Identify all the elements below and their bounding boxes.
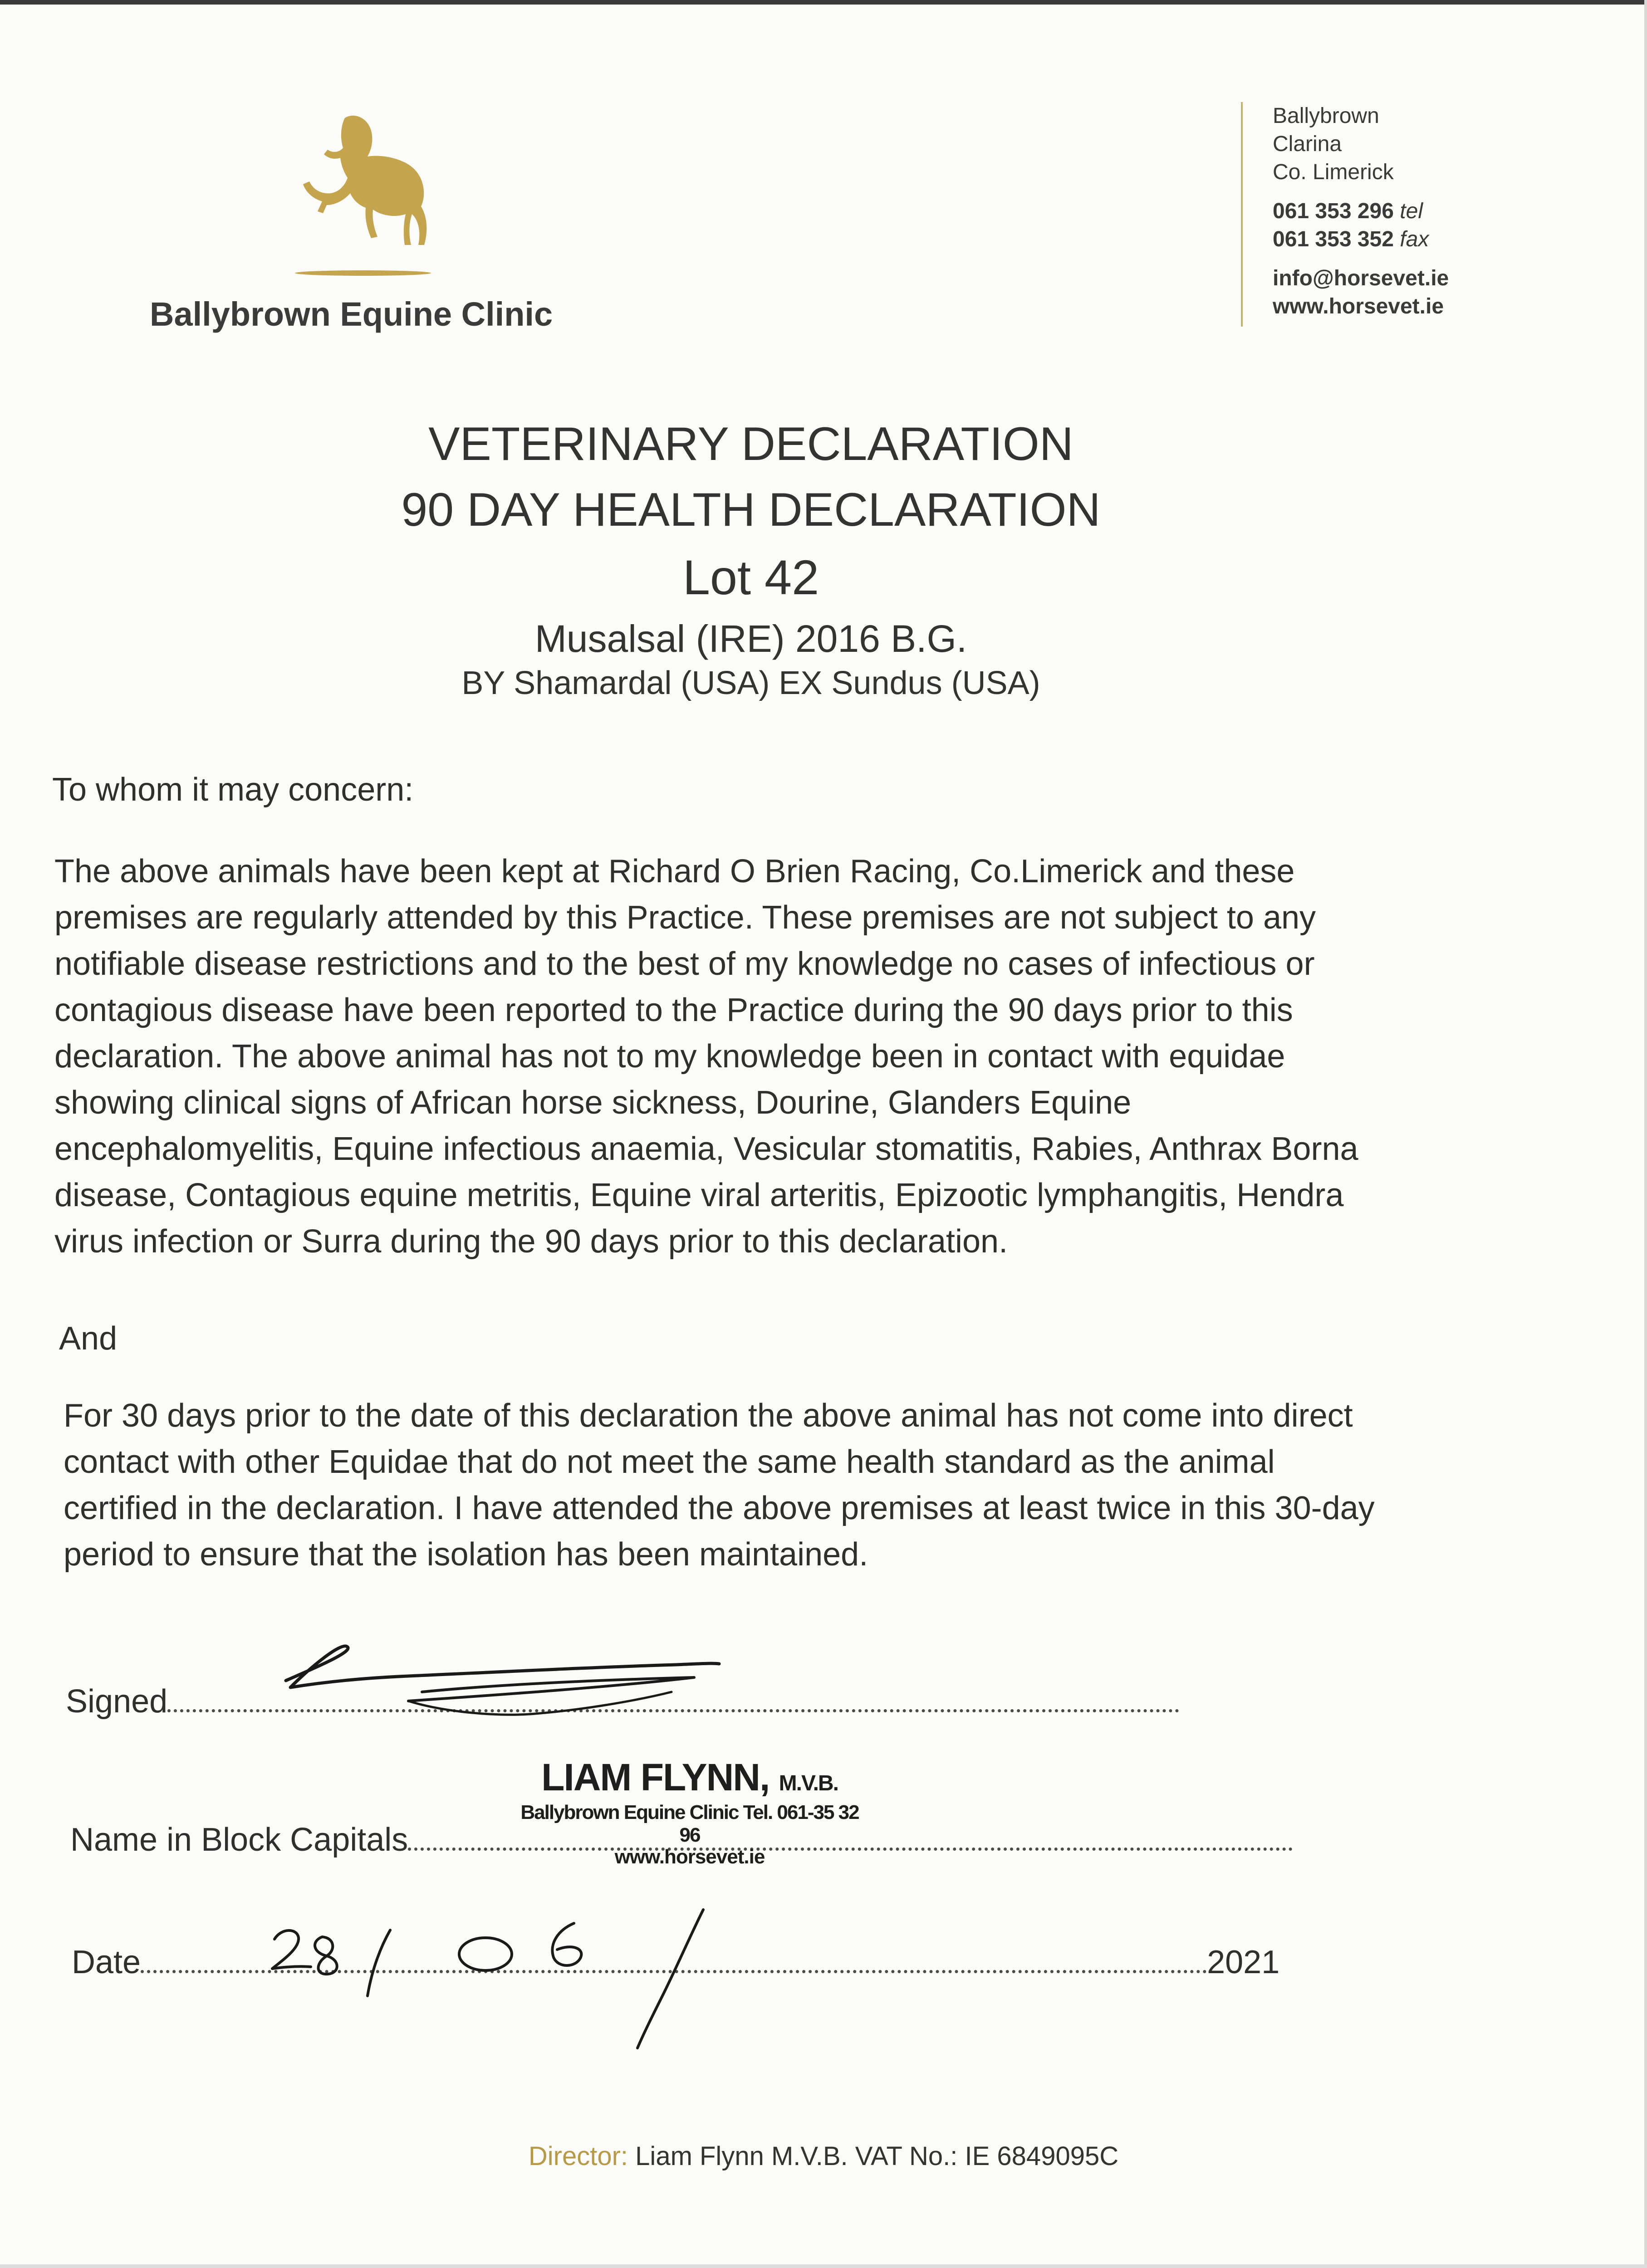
footer	[0, 2141, 1647, 2171]
paragraph-line: The above animals have been kept at Richard O Brien Racing, Co.Limerick and these	[54, 853, 1295, 890]
fax-suffix: fax	[1400, 227, 1429, 251]
address-line: Co. Limerick	[1273, 160, 1394, 184]
title-90-day: 90 DAY HEALTH DECLARATION	[401, 484, 1101, 536]
date-year: 2021	[1207, 1944, 1280, 1980]
name-label: Name in Block Capitals	[70, 1822, 408, 1858]
horse-name: Musalsal (IRE) 2016 B.G.	[534, 617, 967, 660]
contact-block	[1273, 102, 1449, 321]
lot-number: Lot 42	[682, 550, 819, 605]
stamp-clinic-line: Ballybrown Equine Clinic Tel. 061-35 32 96	[520, 1801, 859, 1846]
tel-line	[1273, 197, 1449, 225]
horse-breeding: BY Shamardal (USA) EX Sundus (USA)	[461, 665, 1040, 701]
paragraph-line: certified in the declaration. I have attended the above premises at least twice in this 30-day	[64, 1490, 1375, 1526]
footer-label: Director:	[528, 2141, 628, 2171]
scan-edge-top	[0, 0, 1647, 5]
stamp-web: www.horsevet.ie	[614, 1846, 765, 1868]
scan-edge-bottom	[0, 2264, 1647, 2268]
paragraph-line: notifiable disease restrictions and to the best of my knowledge no cases of infectious or	[54, 946, 1315, 982]
paragraph-line: contagious disease have been reported to the Practice during the 90 days prior to this	[54, 992, 1293, 1028]
paragraph-2	[64, 1393, 1375, 1578]
paragraph-line: For 30 days prior to the date of this declaration the above animal has not come into direct	[64, 1398, 1353, 1434]
greeting: To whom it may concern:	[52, 772, 414, 808]
paragraph-line: premises are regularly attended by this Practice. These premises are not subject to any	[54, 899, 1316, 936]
fax-number: 061 353 352	[1273, 227, 1394, 251]
stamp-name-line	[508, 1755, 871, 1799]
contact-divider	[1241, 102, 1243, 327]
footer-text: Liam Flynn M.V.B. VAT No.: IE 6849095C	[635, 2141, 1119, 2171]
email-link[interactable]: info@horsevet.ie	[1273, 266, 1449, 290]
paragraph-line: period to ensure that the isolation has been maintained.	[64, 1536, 868, 1573]
clinic-name: Ballybrown Equine Clinic	[150, 295, 553, 333]
and-label: And	[59, 1320, 118, 1357]
tel-suffix: tel	[1400, 199, 1423, 223]
paragraph-line: virus infection or Surra during the 90 days prior to this declaration.	[54, 1223, 1008, 1260]
stamp-qualification: M.V.B.	[779, 1771, 838, 1795]
stamp-name: LIAM FLYNN,	[541, 1756, 770, 1799]
paragraph-line: disease, Contagious equine metritis, Equine viral arteritis, Epizootic lymphangitis, Hendra	[54, 1177, 1344, 1213]
handwritten-date	[254, 1905, 799, 2055]
vet-stamp	[508, 1755, 871, 1868]
horse-logo-icon	[277, 109, 449, 281]
paragraph-line: encephalomyelitis, Equine infectious anaemia, Vesicular stomatitis, Rabies, Anthrax Borna	[54, 1131, 1358, 1167]
tel-number: 061 353 296	[1273, 199, 1394, 223]
address-line: Clarina	[1273, 132, 1342, 156]
title-veterinary-declaration: VETERINARY DECLARATION	[428, 418, 1073, 470]
website-link[interactable]: www.horsevet.ie	[1273, 294, 1444, 318]
paragraph-line: showing clinical signs of African horse sickness, Dourine, Glanders Equine	[54, 1085, 1132, 1121]
paragraph-line: declaration. The above animal has not to my knowledge been in contact with equidae	[54, 1038, 1285, 1075]
signature-mark	[272, 1633, 862, 1751]
fax-line	[1273, 225, 1449, 254]
scan-edge-right	[1644, 0, 1647, 2268]
paragraph-line: contact with other Equidae that do not meet the same health standard as the animal	[64, 1444, 1275, 1480]
address-line: Ballybrown	[1273, 104, 1379, 128]
date-label: Date	[72, 1944, 141, 1980]
paragraph-1	[54, 848, 1358, 1265]
signed-label: Signed	[66, 1683, 168, 1720]
